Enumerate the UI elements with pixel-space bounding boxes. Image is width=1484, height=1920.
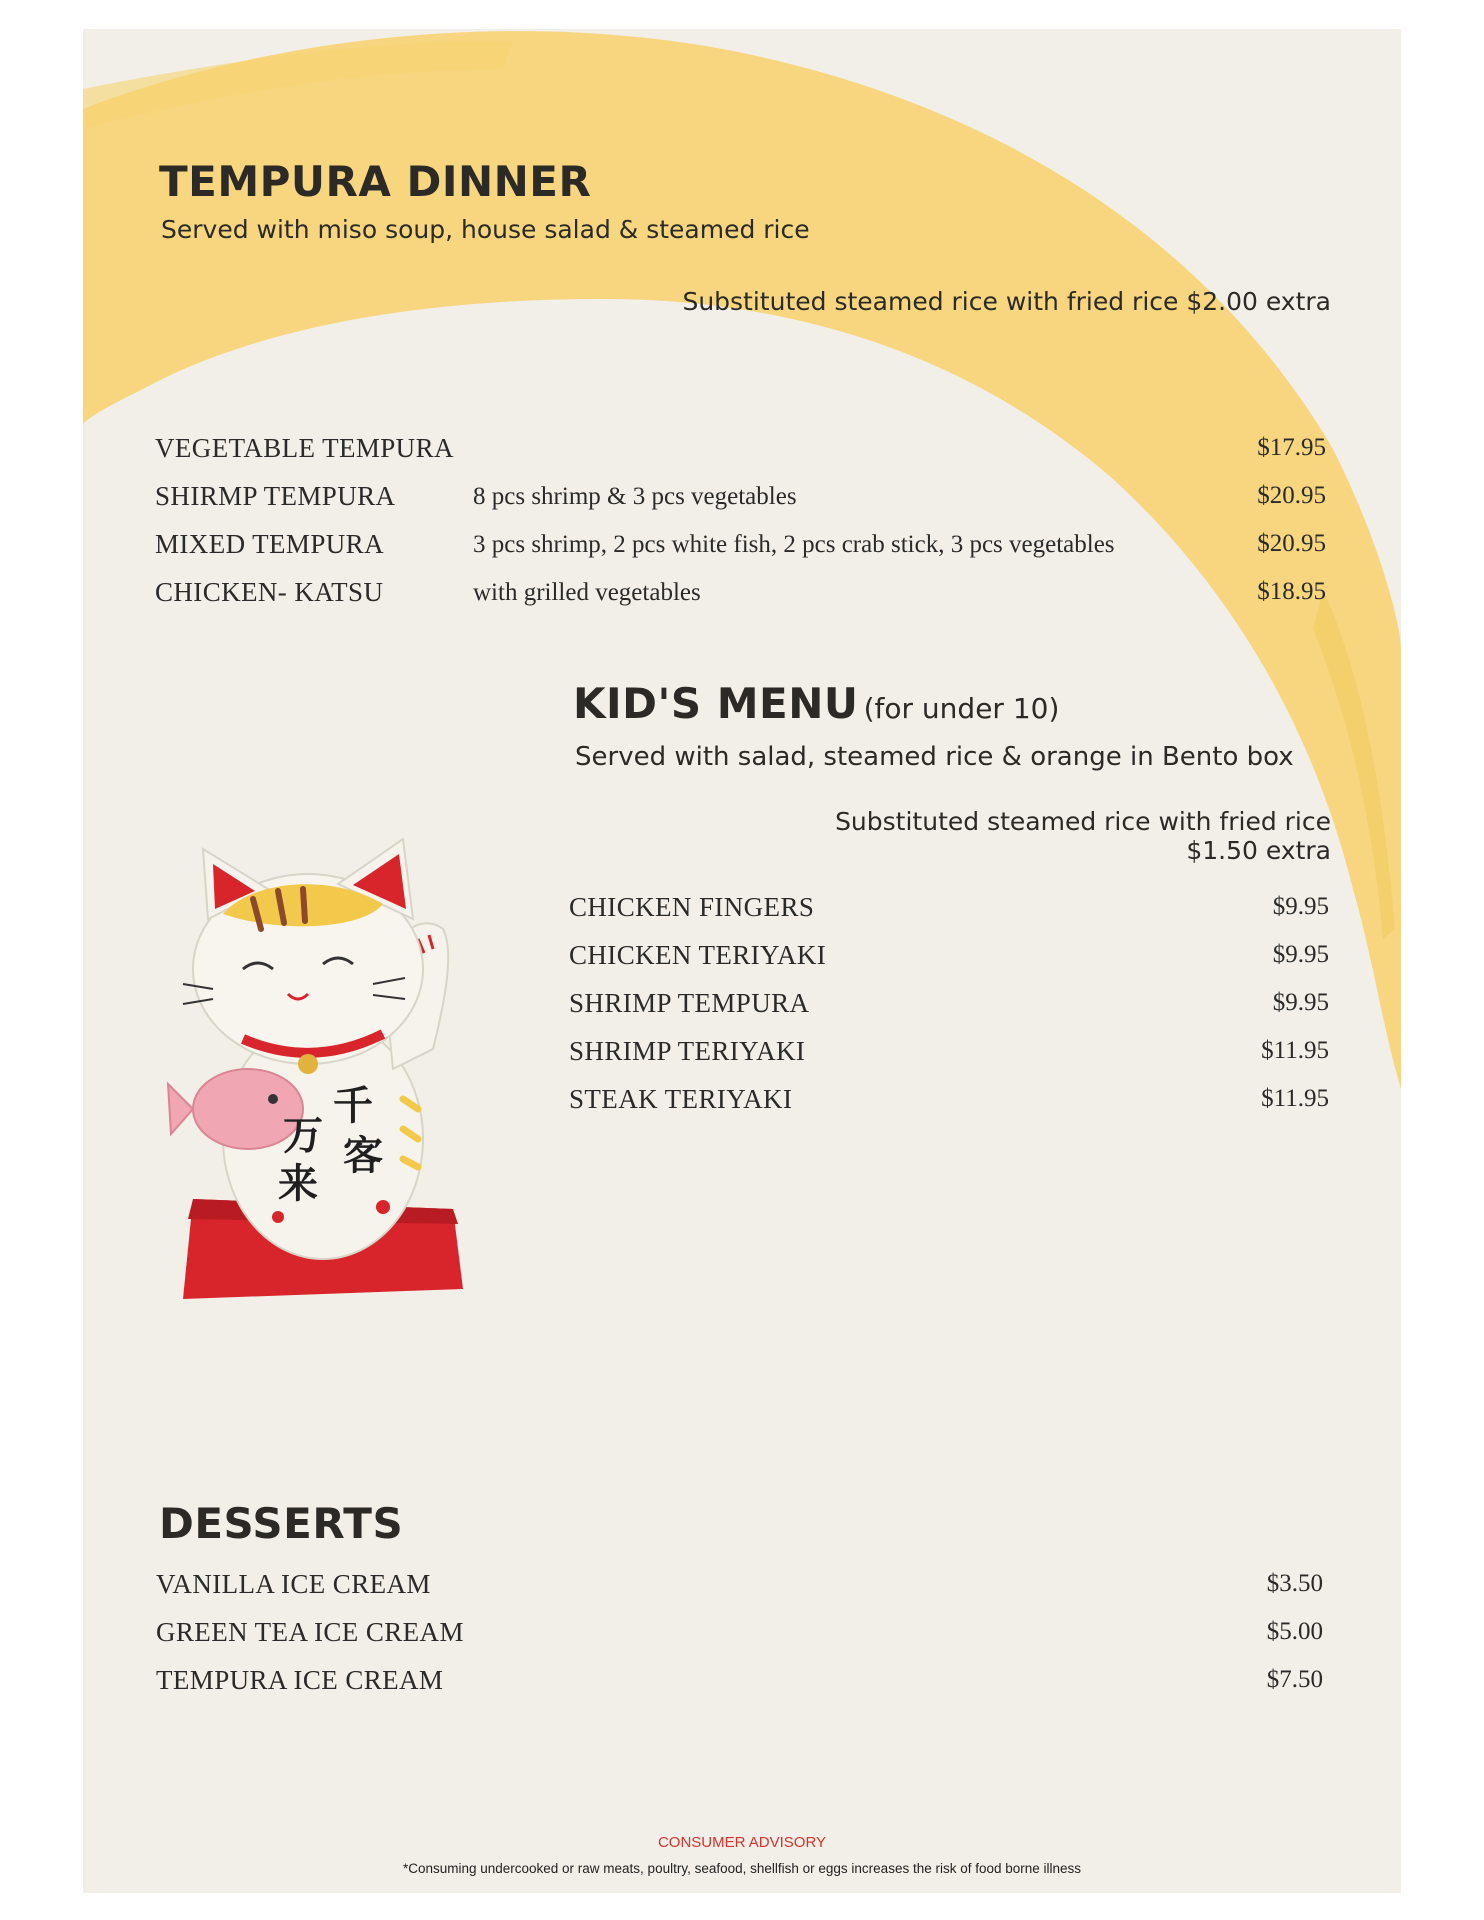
menu-item-price: $20.95 xyxy=(1257,482,1326,509)
menu-item-name: SHRIMP TERIYAKI xyxy=(569,1036,806,1066)
menu-item-description: 3 pcs shrimp, 2 pcs white fish, 2 pcs crab stick, 3 pcs vegetables xyxy=(473,531,1115,558)
tempura-section-subtitle: Served with miso soup, house salad & steamed rice xyxy=(161,215,810,244)
consumer-advisory-title: CONSUMER ADVISORY xyxy=(657,1834,827,1851)
menu-item-price: $3.50 xyxy=(1266,1570,1323,1597)
menu-item-name: CHICKEN- KATSU xyxy=(155,577,384,607)
kids-fried-rice-note-line2: $1.50 extra xyxy=(1186,836,1331,865)
menu-item-price: $9.95 xyxy=(1272,893,1329,920)
menu-item-name: MIXED TEMPURA xyxy=(155,529,384,559)
desserts-section-title: DESSERTS xyxy=(159,1499,404,1548)
menu-page xyxy=(83,29,1401,1893)
maneki-neko-icon xyxy=(163,819,493,1339)
tempura-section-title: TEMPURA DINNER xyxy=(159,157,592,206)
menu-item-price: $9.95 xyxy=(1272,989,1329,1016)
tempura-fried-rice-note: Substituted steamed rice with fried rice $2.00 extra xyxy=(682,287,1331,316)
menu-item-description: with grilled vegetables xyxy=(473,579,701,606)
menu-item-price: $17.95 xyxy=(1257,434,1326,461)
menu-item-name: CHICKEN TERIYAKI xyxy=(569,940,827,970)
svg-text:来: 来 xyxy=(278,1161,318,1207)
kids-section-header xyxy=(573,679,1059,728)
menu-item-price: $11.95 xyxy=(1261,1037,1329,1064)
kids-fried-rice-note-line1: Substituted steamed rice with fried rice xyxy=(835,807,1331,836)
menu-item-name: VANILLA ICE CREAM xyxy=(156,1569,431,1599)
kids-section-title-note: (for under 10) xyxy=(863,692,1060,725)
kids-section-subtitle: Served with salad, steamed rice & orange in Bento box xyxy=(575,742,1294,772)
menu-item-name: VEGETABLE TEMPURA xyxy=(155,433,454,463)
menu-item-name: CHICKEN FINGERS xyxy=(569,892,815,922)
menu-item-name: SHRIMP TEMPURA xyxy=(569,988,810,1018)
cat-inscription: 千 xyxy=(333,1083,373,1129)
menu-item-name: SHIRMP TEMPURA xyxy=(155,481,396,511)
svg-text:万: 万 xyxy=(283,1113,323,1159)
menu-item-description: 8 pcs shrimp & 3 pcs vegetables xyxy=(473,483,797,510)
menu-item-name: STEAK TERIYAKI xyxy=(569,1084,793,1114)
menu-item-name: GREEN TEA ICE CREAM xyxy=(156,1617,464,1647)
kids-section-title: KID'S MENU xyxy=(573,679,859,728)
menu-item-price: $7.50 xyxy=(1266,1666,1323,1693)
menu-item-price: $20.95 xyxy=(1257,530,1326,557)
svg-text:客: 客 xyxy=(343,1133,383,1179)
menu-item-price: $9.95 xyxy=(1272,941,1329,968)
consumer-advisory-text: *Consuming undercooked or raw meats, poultry, seafood, shellfish or eggs increases the risk of food borne illness xyxy=(402,1861,1082,1876)
menu-item-price: $18.95 xyxy=(1257,578,1326,605)
menu-item-name: TEMPURA ICE CREAM xyxy=(156,1665,444,1695)
kids-fried-rice-note xyxy=(835,807,1331,865)
menu-item-price: $5.00 xyxy=(1266,1618,1323,1645)
menu-item-price: $11.95 xyxy=(1261,1085,1329,1112)
